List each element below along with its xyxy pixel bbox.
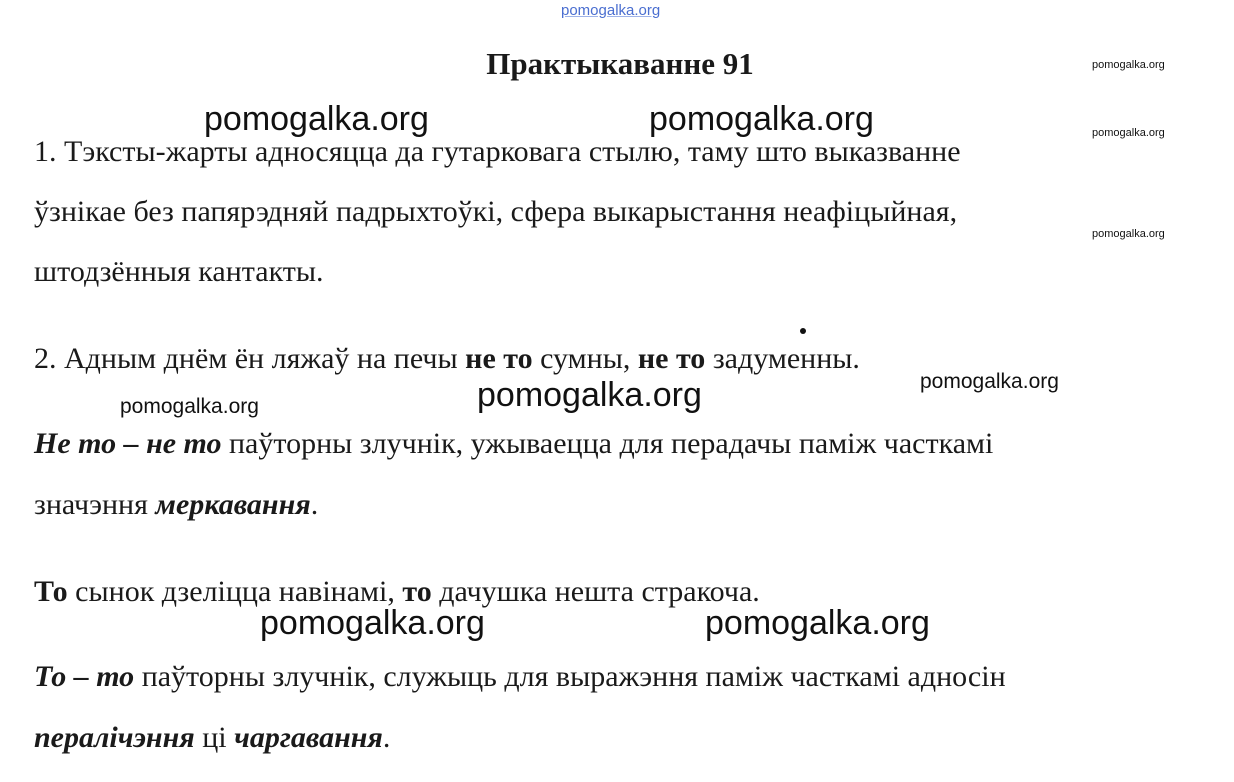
bold-conjunction: то: [402, 575, 432, 608]
watermark-small: pomogalka.org: [1092, 228, 1165, 240]
text-segment: 2. Адным днём ён ляжаў на печы: [34, 342, 466, 375]
bold-conjunction: не то: [465, 342, 533, 375]
text-segment: значэння: [34, 488, 156, 521]
watermark-small: pomogalka.org: [1092, 127, 1165, 139]
explanation-2-line-2: [34, 721, 390, 755]
watermark-large: pomogalka.org: [260, 604, 485, 642]
stray-dot: [800, 328, 806, 334]
conjunction-term: Не то – не то: [34, 427, 222, 460]
watermark-large: pomogalka.org: [477, 376, 702, 414]
watermark-small: pomogalka.org: [1092, 59, 1165, 71]
text-segment: задуменны.: [705, 342, 860, 375]
explanation-1-line-1: [34, 427, 993, 461]
watermark-large: pomogalka.org: [649, 100, 874, 138]
conjunction-term: То – то: [34, 660, 135, 693]
explanation-2-line-1: [34, 660, 1006, 694]
watermark-medium: pomogalka.org: [120, 395, 259, 418]
meaning-term: чаргавання: [234, 721, 383, 754]
page-title: Практыкаванне 91: [486, 46, 754, 81]
text-segment: сынок дзеліцца навінамі,: [67, 575, 403, 608]
text-segment: дачушка нешта стракоча.: [431, 575, 760, 608]
text-segment: .: [382, 721, 391, 754]
text-segment: ці: [194, 721, 235, 754]
answer-1-line-3: штодзённыя кантакты.: [34, 255, 324, 288]
bold-conjunction: То: [34, 575, 68, 608]
text-segment: .: [310, 488, 319, 521]
answer-1-line-2: ўзнікае без папярэдняй падрыхтоўкі, сфера выкарыстання неафіцыйная,: [34, 195, 958, 228]
text-segment: сумны,: [532, 342, 638, 375]
meaning-term: меркавання: [155, 488, 311, 521]
watermark-large: pomogalka.org: [204, 100, 429, 138]
watermark-top: pomogalka.org: [561, 2, 661, 19]
text-segment: паўторны злучнік, ужываецца для перадачы паміж часткамі: [221, 427, 994, 460]
watermark-medium: pomogalka.org: [920, 370, 1059, 393]
example-sentence: [34, 575, 760, 609]
watermark-large: pomogalka.org: [705, 604, 930, 642]
explanation-1-line-2: [34, 488, 318, 522]
bold-conjunction: не то: [637, 342, 706, 375]
answer-1-line-1: 1. Тэксты-жарты адносяцца да гутарковага стылю, таму што выказванне: [34, 135, 961, 168]
meaning-term: пералічэння: [34, 721, 195, 754]
answer-2-sentence: [34, 342, 860, 376]
text-segment: паўторны злучнік, служыць для выражэння паміж часткамі адносін: [134, 660, 1006, 693]
